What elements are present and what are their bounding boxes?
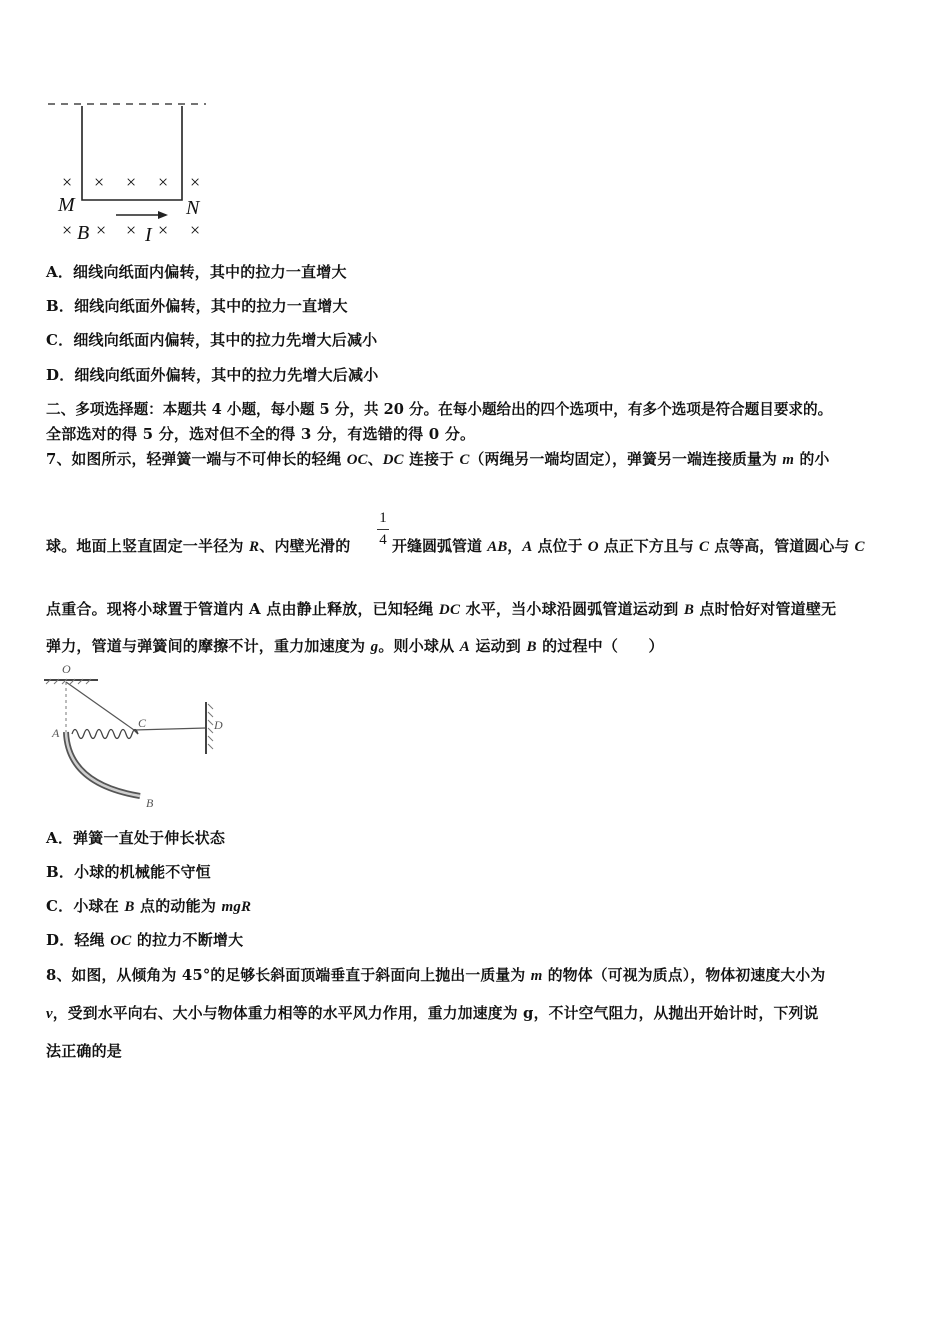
label-d: D	[214, 718, 223, 732]
q6-option-c: C．细线向纸面内偏转，其中的拉力先增大后减小	[46, 331, 378, 349]
q7-option-b: B．小球的机械能不守恒	[46, 863, 211, 881]
fraction-bar	[377, 529, 389, 530]
q7-option-c: C．小球在 B 点的动能为 mgR	[46, 897, 252, 915]
arc-tube-inner	[66, 732, 140, 796]
q7-option-a: A．弹簧一直处于伸长状态	[46, 829, 226, 847]
q6-option-a: A．细线向纸面内偏转，其中的拉力一直增大	[46, 263, 347, 281]
rope-oc	[66, 682, 134, 730]
field-symbol: ×	[62, 220, 73, 240]
label-n: N	[186, 197, 200, 219]
q7-line1: 7、如图所示，轻弹簧一端与不可伸长的轻绳 OC、DC 连接于 C（两绳另一端均固定），弹簧另一端连接质量为 m 的小	[46, 451, 830, 468]
q7-option-d: D．轻绳 OC 的拉力不断增大	[46, 931, 244, 949]
field-symbol: ×	[96, 220, 107, 240]
field-symbol: ×	[126, 220, 137, 240]
q7-line3: 点重合。现将小球置于管道内 A 点由静止释放，已知轻绳 DC 水平，当小球沿圆弧管道运动到 B 点时恰好对管道壁无	[46, 600, 837, 618]
field-symbol: ×	[62, 172, 73, 192]
q6-option-d: D．细线向纸面外偏转，其中的拉力先增大后减小	[46, 366, 379, 384]
field-symbol: ×	[126, 172, 137, 192]
label-o: O	[62, 662, 71, 676]
label-b: B	[146, 796, 154, 810]
label-current: I	[145, 224, 152, 246]
label-m: M	[58, 194, 75, 216]
fraction-denominator: 4	[379, 532, 387, 548]
q8-line2: v，受到水平向右、大小与物体重力相等的水平风力作用，重力加速度为 g，不计空气阻力，从抛出开始计时，下列说	[46, 1005, 819, 1022]
label-b-field: B	[77, 222, 90, 244]
q8-line3: 法正确的是	[46, 1042, 123, 1060]
field-symbol: ×	[158, 220, 169, 240]
figure-spring-tube	[42, 662, 242, 814]
q8-line1: 8、如图，从倾角为 45°的足够长斜面顶端垂直于斜面向上抛出一质量为 m 的物体（可视为质点），物体初速度大小为	[46, 967, 826, 984]
field-symbol: ×	[190, 172, 201, 192]
fraction-numerator: 1	[379, 510, 387, 526]
q6-option-b: B．细线向纸面外偏转，其中的拉力一直增大	[46, 297, 348, 315]
field-symbol: ×	[190, 220, 201, 240]
q7-line2-left: 球。地面上竖直固定一半径为 R、内壁光滑的	[46, 537, 351, 555]
label-a: A	[52, 726, 60, 740]
spring-diagram	[42, 662, 242, 814]
spring	[72, 730, 138, 739]
q7-line2-right: 开缝圆弧管道 AB，A 点位于 O 点正下方且与 C 点等高，管道圆心与 C	[392, 537, 865, 555]
current-arrowhead	[158, 211, 168, 219]
section2-line1: 二、多项选择题：本题共 4 小题，每小题 5 分，共 20 分。在每小题给出的四个选项中，有多个选项是符合题目要求的。	[46, 401, 833, 418]
section2-line2: 全部选对的得 5 分，选对但不全的得 3 分，有选错的得 0 分。	[46, 425, 476, 443]
field-symbol: ×	[94, 172, 105, 192]
field-symbol: ×	[158, 172, 169, 192]
q7-line4: 弹力，管道与弹簧间的摩擦不计，重力加速度为 g。则小球从 A 运动到 B 的过程中（ ）	[46, 637, 664, 655]
label-c: C	[138, 716, 147, 730]
